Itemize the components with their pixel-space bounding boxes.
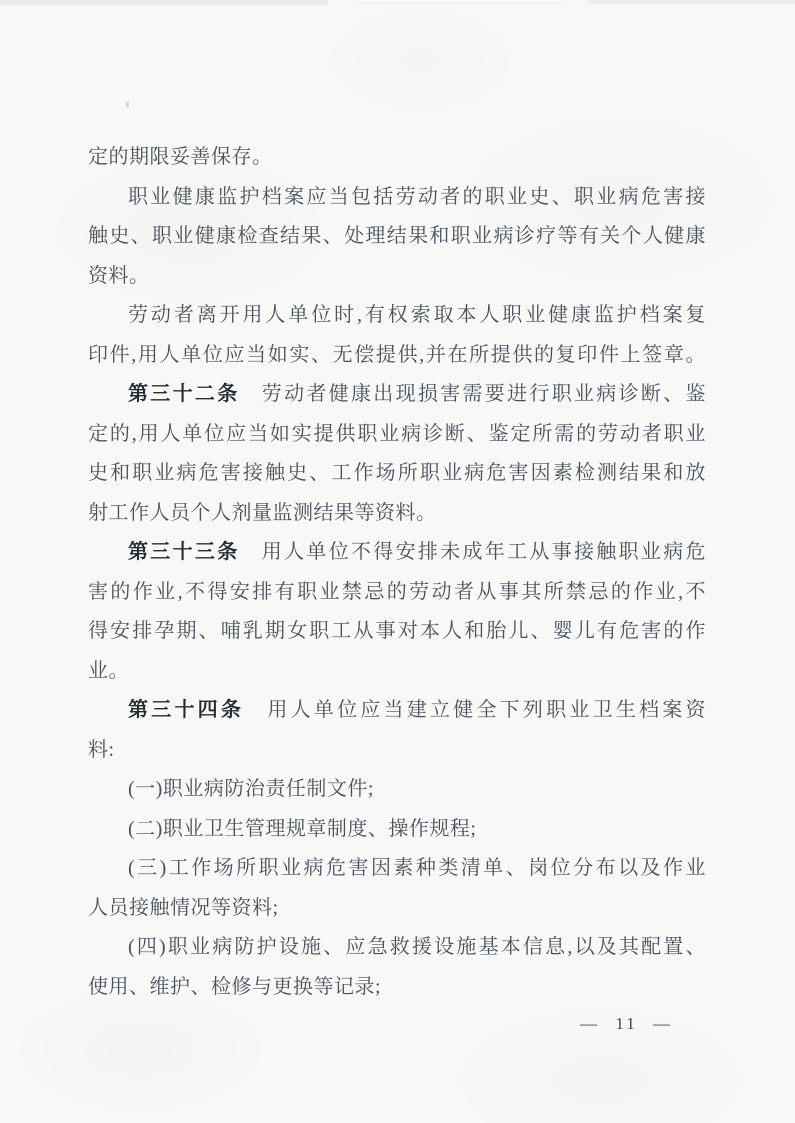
scan-artifact bbox=[0, 0, 328, 5]
scan-artifact bbox=[356, 2, 566, 4]
article-number: 第三十四条 bbox=[128, 699, 245, 721]
article-number: 第三十三条 bbox=[128, 541, 240, 563]
body-line: 定的,用人单位应当如实提供职业病诊断、鉴定所需的劳动者职业 bbox=[88, 422, 706, 445]
scan-artifact bbox=[588, 0, 795, 4]
body-line: (一)职业病防治责任制文件; bbox=[128, 778, 374, 800]
body-text: 劳动者健康出现损害需要进行职业病诊断、鉴 bbox=[239, 383, 706, 405]
body-line: 使用、维护、检修与更换等记录; bbox=[88, 975, 382, 998]
body-text: 用人单位不得安排未成年工从事接触职业病危 bbox=[239, 541, 706, 563]
body-line: (二)职业卫生管理规章制度、操作规程; bbox=[128, 817, 477, 840]
body-line: 触史、职业健康检查结果、处理结果和职业病诊疗等有关个人健康 bbox=[88, 225, 706, 247]
body-line: (三)工作场所职业病危害因素种类清单、岗位分布以及作业 bbox=[128, 857, 706, 879]
body-line: 印件,用人单位应当如实、无偿提供,并在所提供的复印件上签章。 bbox=[88, 343, 706, 366]
body-line: (四)职业病防护设施、应急救援设施基本信息,以及其配置、 bbox=[128, 936, 706, 958]
page-number: — 11 — bbox=[580, 1014, 673, 1033]
body-line: 职业健康监护档案应当包括劳动者的职业史、职业病危害接 bbox=[128, 185, 706, 208]
body-line: 得安排孕期、哺乳期女职工从事对本人和胎儿、婴儿有危害的作 bbox=[88, 620, 706, 642]
body-line bbox=[88, 533, 706, 573]
body-line: 料: bbox=[88, 738, 115, 761]
body-text-block bbox=[88, 138, 706, 1007]
body-line: 人员接触情况等资料; bbox=[88, 896, 279, 919]
body-text: 用人单位应当建立健全下列职业卫生档案资 bbox=[244, 699, 706, 721]
body-line: 劳动者离开用人单位时,有权索取本人职业健康监护档案复 bbox=[128, 304, 706, 326]
body-line: 射工作人员个人剂量监测结果等资料。 bbox=[88, 501, 437, 524]
body-line: 害的作业,不得安排有职业禁忌的劳动者从事其所禁忌的作业,不 bbox=[88, 580, 706, 603]
article-number: 第三十二条 bbox=[128, 383, 240, 405]
body-line: 资料。 bbox=[88, 264, 150, 287]
scan-artifact bbox=[126, 102, 129, 107]
body-line: 业。 bbox=[88, 659, 129, 682]
body-line bbox=[88, 691, 706, 731]
body-line: 史和职业病危害接触史、工作场所职业病危害因素检测结果和放 bbox=[88, 462, 706, 484]
body-line: 定的期限妥善保存。 bbox=[88, 146, 273, 168]
body-line bbox=[88, 375, 706, 415]
